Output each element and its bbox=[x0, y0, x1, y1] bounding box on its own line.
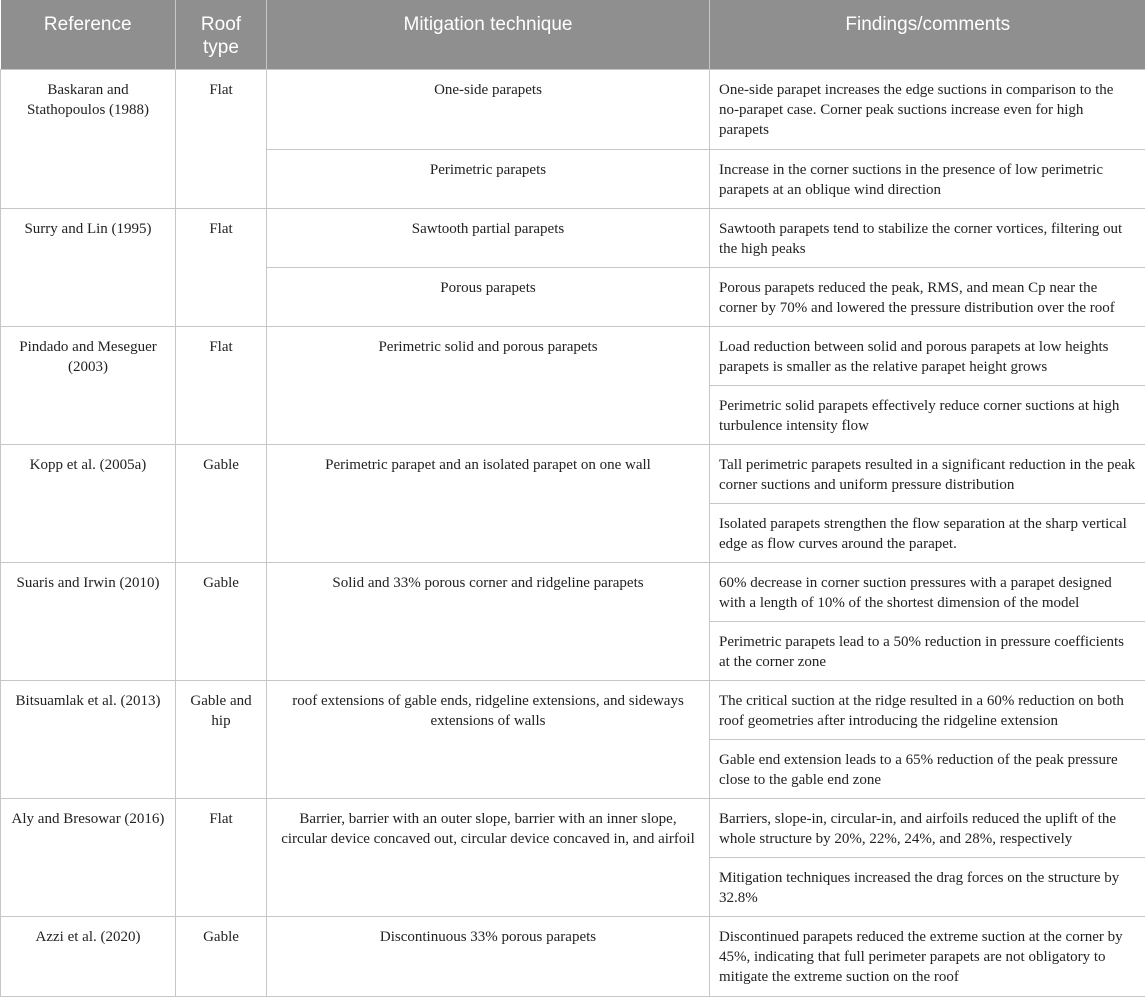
finding-cell: Tall perimetric parapets resulted in a significant reduction in the peak corner suctions and uniform pressure distribution bbox=[710, 445, 1145, 504]
finding-cell: Gable end extension leads to a 65% reduction of the peak pressure close to the gable end zone bbox=[710, 740, 1145, 799]
reference-cell: Kopp et al. (2005a) bbox=[1, 445, 176, 563]
header-reference: Reference bbox=[1, 0, 176, 70]
table-row bbox=[1, 445, 1145, 504]
finding-cell: Barriers, slope-in, circular-in, and airfoils reduced the uplift of the whole structure by 20%, 22%, 24%, and 28%, respectively bbox=[710, 799, 1145, 858]
technique-cell: Sawtooth partial parapets bbox=[267, 209, 710, 268]
finding-cell: One-side parapet increases the edge suctions in comparison to the no-parapet case. Corner peak suctions increase even for high parapets bbox=[710, 70, 1145, 150]
roof-type-cell: Gable and hip bbox=[176, 681, 267, 799]
finding-cell: Sawtooth parapets tend to stabilize the corner vortices, filtering out the high peaks bbox=[710, 209, 1145, 268]
roof-type-cell: Flat bbox=[176, 799, 267, 917]
finding-cell: Load reduction between solid and porous parapets at low heights parapets is smaller as the relative parapet height grows bbox=[710, 327, 1145, 386]
technique-cell: Discontinuous 33% porous parapets bbox=[267, 917, 710, 997]
finding-cell: 60% decrease in corner suction pressures with a parapet designed with a length of 10% of the shortest dimension of the model bbox=[710, 563, 1145, 622]
technique-cell: Porous parapets bbox=[267, 268, 710, 327]
table-row bbox=[1, 327, 1145, 386]
roof-type-cell: Flat bbox=[176, 209, 267, 327]
roof-type-cell: Flat bbox=[176, 70, 267, 209]
finding-cell: The critical suction at the ridge resulted in a 60% reduction on both roof geometries after introducing the ridgeline extension bbox=[710, 681, 1145, 740]
table-row bbox=[1, 681, 1145, 740]
technique-cell: Barrier, barrier with an outer slope, barrier with an inner slope, circular device concaved out, circular device concaved in, and airfoil bbox=[267, 799, 710, 917]
table-row bbox=[1, 917, 1145, 997]
reference-cell: Pindado and Meseguer (2003) bbox=[1, 327, 176, 445]
roof-type-cell: Gable bbox=[176, 563, 267, 681]
table-row bbox=[1, 209, 1145, 268]
finding-cell: Increase in the corner suctions in the presence of low perimetric parapets at an oblique wind direction bbox=[710, 150, 1145, 209]
reference-cell: Suaris and Irwin (2010) bbox=[1, 563, 176, 681]
finding-cell: Isolated parapets strengthen the flow separation at the sharp vertical edge as flow curves around the parapet. bbox=[710, 504, 1145, 563]
roof-type-cell: Gable bbox=[176, 917, 267, 997]
table-row bbox=[1, 563, 1145, 622]
finding-cell: Discontinued parapets reduced the extreme suction at the corner by 45%, indicating that full perimeter parapets are not obligatory to mitigate the extreme suction on the roof bbox=[710, 917, 1145, 997]
header-row bbox=[1, 0, 1145, 70]
reference-cell: Baskaran and Stathopoulos (1988) bbox=[1, 70, 176, 209]
reference-cell: Surry and Lin (1995) bbox=[1, 209, 176, 327]
roof-type-cell: Gable bbox=[176, 445, 267, 563]
finding-cell: Mitigation techniques increased the drag forces on the structure by 32.8% bbox=[710, 858, 1145, 917]
technique-cell: One-side parapets bbox=[267, 70, 710, 150]
table-row bbox=[1, 70, 1145, 150]
roof-type-cell: Flat bbox=[176, 327, 267, 445]
header-roof-type: Roof type bbox=[176, 0, 267, 70]
table-row bbox=[1, 799, 1145, 858]
technique-cell: Solid and 33% porous corner and ridgeline parapets bbox=[267, 563, 710, 681]
finding-cell: Perimetric parapets lead to a 50% reduction in pressure coefficients at the corner zone bbox=[710, 622, 1145, 681]
header-technique: Mitigation technique bbox=[267, 0, 710, 70]
technique-cell: Perimetric parapets bbox=[267, 150, 710, 209]
reference-cell: Azzi et al. (2020) bbox=[1, 917, 176, 997]
reference-cell: Bitsuamlak et al. (2013) bbox=[1, 681, 176, 799]
reference-cell: Aly and Bresowar (2016) bbox=[1, 799, 176, 917]
finding-cell: Porous parapets reduced the peak, RMS, and mean Cp near the corner by 70% and lowered the pressure distribution over the roof bbox=[710, 268, 1145, 327]
technique-cell: Perimetric solid and porous parapets bbox=[267, 327, 710, 445]
finding-cell: Perimetric solid parapets effectively reduce corner suctions at high turbulence intensity flow bbox=[710, 386, 1145, 445]
technique-cell: roof extensions of gable ends, ridgeline extensions, and sideways extensions of walls bbox=[267, 681, 710, 799]
header-findings: Findings/comments bbox=[710, 0, 1145, 70]
technique-cell: Perimetric parapet and an isolated parapet on one wall bbox=[267, 445, 710, 563]
